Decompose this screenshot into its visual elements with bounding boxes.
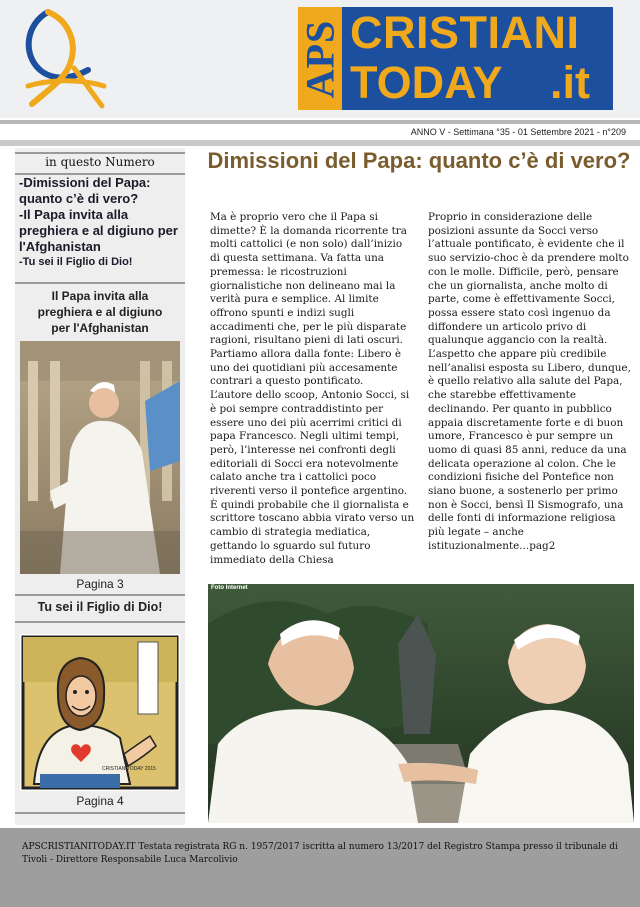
footer — [0, 828, 640, 907]
article-paragraph: Proprio in considerazione delle posizioni assunte da Socci verso l’attuale pontificato, è evidente che il suo servizio-choc è da prendere molto con le molle. Difficile, però, pensare che un giornalista, anche molto di parte, come è effettivamente Socci, possa essere stato così ingenuo da diffondere un articolo privo di qualunque aggancio con la realtà. L’aspetto che appare più credibile nell’analisi esposta su Libero, dunque, è quello relativo alla salute del Papa, che starebbe effettivamente declinando. Per quanto in pubblico appaia discretamente forte e di buon umore, Francesco è pur sempre un uomo di quasi 85 anni, reduce da una delicata operazione al colon. Che le condizioni fisiche del Pontefice non siano buone, a sostenerlo per primo non è Socci, bensì Il Sismografo, una delle fonti di informazione religiosa più legate – anche istituzionalmente...pag2 — [428, 211, 631, 552]
cartoon-illustration — [20, 634, 180, 791]
toc-item[interactable]: -Tu sei il Figlio di Dio! — [19, 256, 133, 268]
toc-item[interactable]: -Dimissioni del Papa: quanto c’è di vero? — [19, 175, 151, 206]
sidebar-rule — [15, 152, 185, 154]
sidebar-rule — [15, 621, 185, 623]
article-column-1 — [210, 211, 415, 583]
jesus-cartoon — [20, 634, 180, 791]
sidebar-rule — [15, 812, 185, 814]
masthead — [0, 0, 640, 118]
toc-item[interactable]: -Il Papa invita alla preghiera e al digiuno per l'Afghanistan — [19, 207, 178, 254]
sidebar-rule — [15, 594, 185, 596]
sidebar-box-title: Tu sei il Figlio di Dio! — [37, 600, 163, 614]
fish-cross-logo-icon — [18, 6, 110, 112]
main-photo — [208, 584, 634, 823]
page-ref-link[interactable]: Pagina 3 — [76, 577, 124, 591]
pope-photo — [20, 341, 180, 574]
header-divider — [0, 120, 640, 124]
article-headline: Dimissioni del Papa: quanto c’è di vero? — [207, 148, 631, 173]
brand-logo — [298, 7, 613, 110]
footer-text: APSCRISTIANITODAY.IT Testata registrata RG n. 1957/2017 iscritta al numero 13/2017 del Registro Stampa presso il tribunale di Tivoli - Direttore Responsabile Luca Marcolivio — [22, 842, 618, 865]
brand-aps-band: APS — [298, 7, 342, 110]
sidebar — [15, 148, 185, 825]
toc-list — [19, 175, 183, 270]
page-ref-link[interactable]: Pagina 4 — [76, 794, 124, 808]
issue-divider — [0, 140, 640, 146]
article-column-2 — [428, 211, 633, 583]
photo-credit: Foto Internet — [211, 585, 248, 591]
brand-name-line2: TODAY .it — [350, 57, 590, 108]
toc-title: in questo Numero — [45, 155, 155, 169]
brand-name-line1: CRISTIANI — [350, 7, 580, 58]
sidebar-rule — [15, 282, 185, 284]
popes-photo-illustration — [208, 584, 634, 823]
issue-line: ANNO V - Settimana °35 - 01 Settembre 2021 - n°209 — [410, 127, 626, 137]
article-paragraph: L’autore dello scoop, Antonio Socci, si è poi sempre contraddistinto per essere uno dei più acerrimi critici di papa Francesco. Negli ultimi tempi, però, l’interesse nei confronti degli editoriali di Socci era notevolmente calato anche tra i cattolici poco riverenti verso il pontefice argentino. È quindi probabile che il giornalista e scrittore toscano abbia virato verso un cambio di strategia mediatica, gettando lo sguardo sul futuro immediato della Chiesa — [210, 389, 415, 566]
article-paragraph: Ma è proprio vero che il Papa si dimette? È la domanda ricorrente tra molti cattolici (e non solo) dall’inizio di questa settimana. Va fatta una premessa: le ricostruzioni giornalistiche non delineano mai la verità pura e semplice. Al limite offrono spunti e indizi sugli accadimenti che, per le più disparate ragioni, risultano pieni di lati oscuri. Partiamo allora dalla fonte: Libero è uno dei quotidiani più accesamente contrari a questo pontificato. — [210, 211, 407, 388]
pope-photo-illustration — [20, 341, 180, 574]
brand-suffix: .it — [550, 57, 590, 108]
cartoon-signature: CRISTIANITODAY 2015 — [102, 766, 156, 772]
sidebar-box-title: Il Papa invita alla preghiera e al digiuno per l'Afghanistan — [37, 289, 163, 335]
